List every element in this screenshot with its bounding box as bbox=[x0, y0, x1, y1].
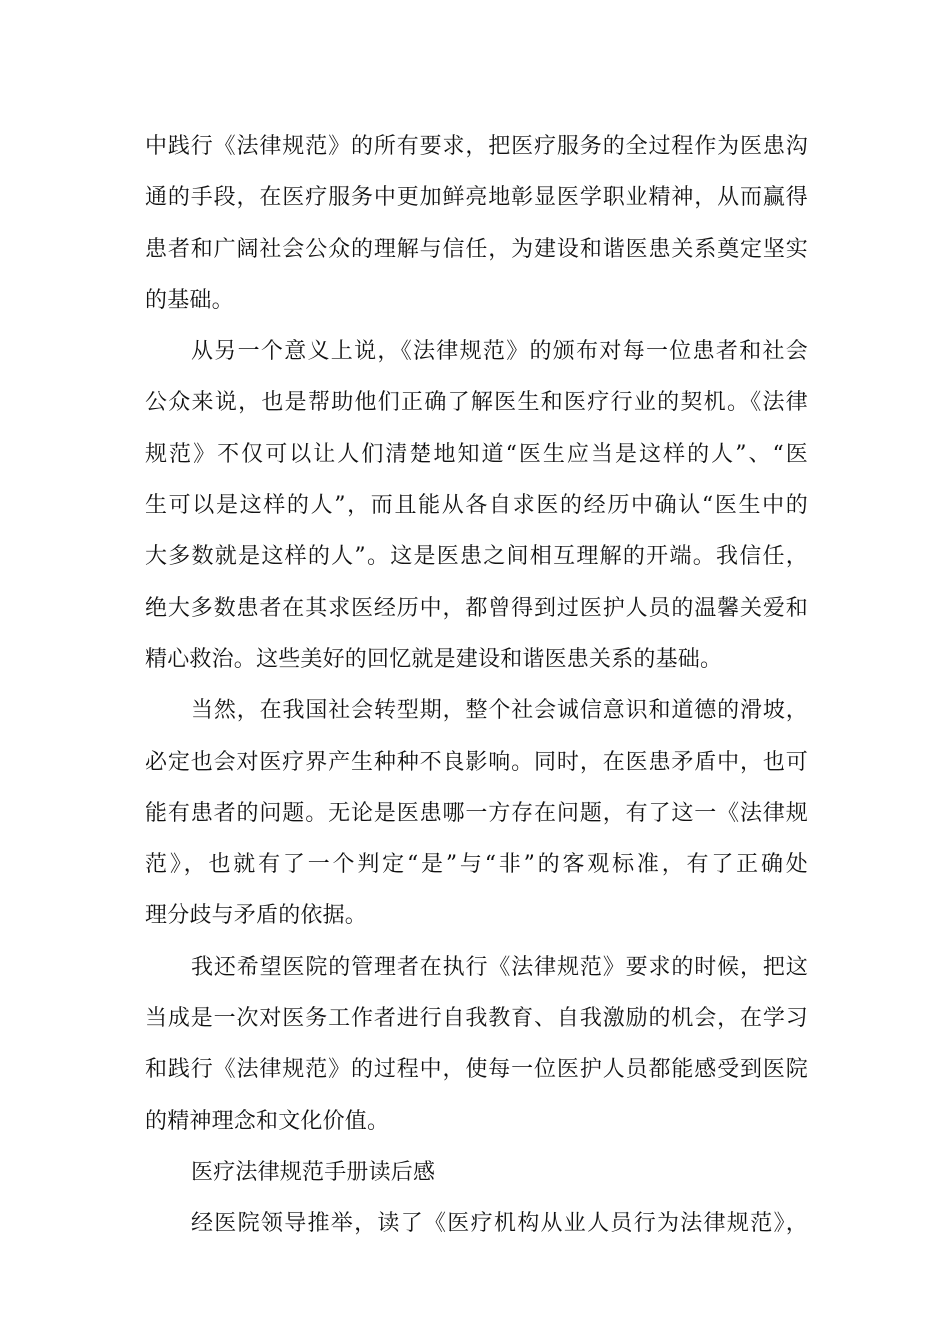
text-line: 理分歧与矛盾的依据。 bbox=[145, 903, 368, 929]
text-line: 经医院领导推举，读了《医疗机构从业人员行为法律规范》， bbox=[191, 1211, 808, 1237]
text-line: 医疗法律规范手册读后感 bbox=[191, 1159, 436, 1185]
text-line: 从另一个意义上说，《法律规范》的颁布对每一位患者和社会 bbox=[191, 339, 808, 365]
text-line: 中践行《法律规范》的所有要求，把医疗服务的全过程作为医患沟 bbox=[145, 134, 808, 159]
text-line: 患者和广阔社会公众的理解与信任，为建设和谐医患关系奠定坚实 bbox=[145, 236, 808, 262]
text-line: 规范》不仅可以让人们清楚地知道“医生应当是这样的人”、“医 bbox=[145, 441, 808, 467]
document-body bbox=[145, 121, 808, 1250]
text-line: 必定也会对医疗界产生种种不良影响。同时，在医患矛盾中，也可 bbox=[145, 749, 808, 775]
text-line: 的精神理念和文化价值。 bbox=[145, 1108, 390, 1134]
text-line: 公众来说，也是帮助他们正确了解医生和医疗行业的契机。《法律 bbox=[145, 390, 808, 416]
text-line: 通的手段，在医疗服务中更加鲜亮地彰显医学职业精神，从而赢得 bbox=[145, 185, 808, 211]
text-line: 大多数就是这样的人”。这是医患之间相互理解的开端。我信任， bbox=[145, 544, 808, 570]
text-line: 精心救治。这些美好的回忆就是建设和谐医患关系的基础。 bbox=[145, 646, 723, 672]
text-line: 当然，在我国社会转型期，整个社会诚信意识和道德的滑坡， bbox=[191, 698, 808, 724]
text-line: 能有患者的问题。无论是医患哪一方存在问题，有了这一《法律规 bbox=[145, 800, 808, 826]
text-line: 我还希望医院的管理者在执行《法律规范》要求的时候，把这 bbox=[191, 954, 808, 980]
text-line: 绝大多数患者在其求医经历中，都曾得到过医护人员的温馨关爱和 bbox=[145, 595, 808, 621]
text-line: 的基础。 bbox=[145, 287, 234, 313]
text-line: 当成是一次对医务工作者进行自我教育、自我激励的机会，在学习 bbox=[145, 1006, 808, 1032]
text-line: 和践行《法律规范》的过程中，使每一位医护人员都能感受到医院 bbox=[145, 1057, 808, 1083]
text-line: 生可以是这样的人”，而且能从各自求医的经历中确认“医生中的 bbox=[145, 493, 808, 519]
text-line: 范》，也就有了一个判定“是”与“非”的客观标准，有了正确处 bbox=[145, 852, 808, 878]
